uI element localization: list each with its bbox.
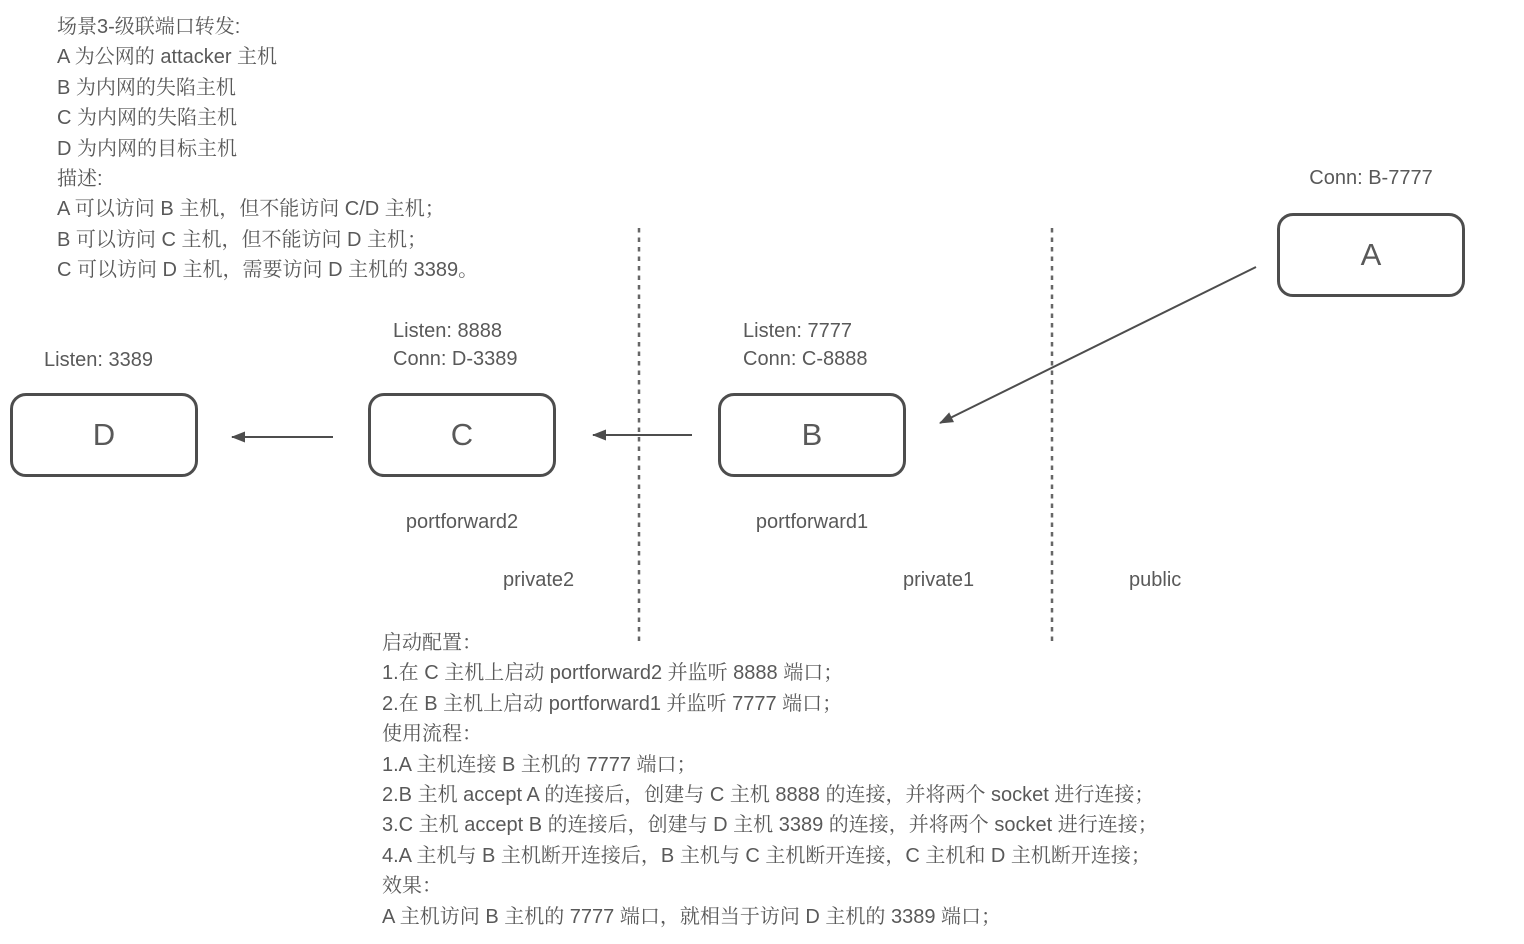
- node-a-letter: A: [1360, 237, 1382, 272]
- note-line: 描述:: [57, 168, 103, 191]
- note-line: D 为内网的目标主机: [57, 137, 237, 160]
- instruction-line: 1.在 C 主机上启动 portforward2 并监听 8888 端口；: [382, 662, 844, 685]
- zone-label-public: public: [1129, 569, 1182, 591]
- node-b-listen-label: Listen: 7777: [743, 320, 852, 342]
- instructions-flow-heading: 使用流程：: [382, 723, 482, 746]
- node-a: [1277, 213, 1465, 297]
- instruction-line: 3.C 主机 accept B 的连接后，创建与 D 主机 3389 的连接，并将两个 socket 进行连接；: [382, 814, 1158, 837]
- instructions-config-heading: 启动配置：: [382, 632, 482, 654]
- node-b-tool-label: portforward1: [755, 511, 869, 533]
- instructions: [382, 628, 1158, 932]
- zone-label-private1: private1: [903, 569, 975, 591]
- node-b-conn-label: Conn: C-8888: [743, 347, 868, 370]
- node-c-letter: C: [450, 417, 474, 452]
- note-line: B 为内网的失陷主机: [57, 76, 236, 99]
- note-line: B 可以访问 C 主机，但不能访问 D 主机；: [57, 228, 428, 251]
- arrow-a-to-b: [940, 267, 1256, 423]
- note-line: C 可以访问 D 主机，需要访问 D 主机的 3389。: [57, 259, 479, 282]
- instruction-line: 2.在 B 主机上启动 portforward1 并监听 7777 端口；: [382, 692, 843, 715]
- scenario-notes: [57, 12, 478, 286]
- node-c-port-labels: [393, 318, 518, 373]
- node-b-port-labels: [743, 318, 868, 373]
- note-line: A 为公网的 attacker 主机: [57, 46, 278, 69]
- instruction-line: 2.B 主机 accept A 的连接后，创建与 C 主机 8888 的连接，并将两个 socket 进行连接；: [382, 784, 1155, 807]
- node-d: [10, 393, 198, 477]
- zone-label-private2: private2: [503, 569, 575, 591]
- node-b: [718, 393, 906, 477]
- node-a-conn-label: Conn: B-7777: [1309, 167, 1433, 189]
- node-b-letter: B: [801, 417, 823, 452]
- instructions-effect-heading: 效果：: [382, 875, 442, 898]
- node-c-conn-label: Conn: D-3389: [393, 347, 518, 370]
- note-line: A 可以访问 B 主机，但不能访问 C/D 主机；: [57, 198, 445, 221]
- instruction-line: 4.A 主机与 B 主机断开连接后，B 主机与 C 主机断开连接，C 主机和 D 主机断开连接；: [382, 844, 1151, 867]
- node-c-listen-label: Listen: 8888: [393, 320, 502, 342]
- node-c-tool-label: portforward2: [405, 511, 519, 533]
- node-d-letter: D: [92, 417, 116, 452]
- instruction-line: 1.A 主机连接 B 主机的 7777 端口；: [382, 753, 697, 776]
- instruction-line: A 主机访问 B 主机的 7777 端口，就相当于访问 D 主机的 3389 端口；: [382, 905, 1002, 928]
- scenario-title: 场景3-级联端口转发:: [57, 16, 241, 38]
- node-c: [368, 393, 556, 477]
- node-d-listen-label: Listen: 3389: [44, 349, 153, 371]
- note-line: C 为内网的失陷主机: [57, 107, 237, 130]
